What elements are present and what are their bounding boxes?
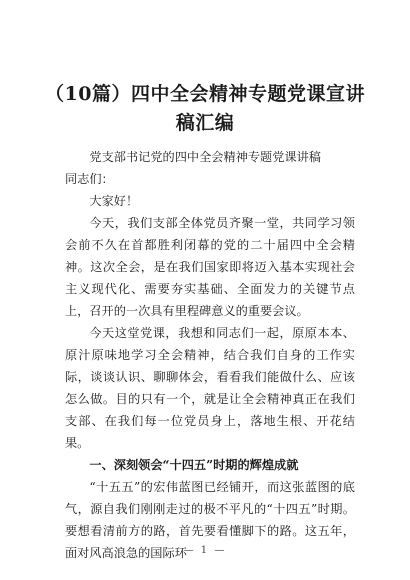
greeting: 大家好！ xyxy=(89,194,139,208)
document-body xyxy=(65,146,355,564)
body-paragraph-1: 今天，我们支部全体党员齐聚一堂，共同学习领会前不久在首都胜利闭幕的党的二十届四中全会精神。这次全会，是在我们国家即将迈入基本实现社会主义现代化、需要夯实基础、全面发力的关键节点上，召开的一次具有里程碑意义的重要会议。 xyxy=(65,216,355,318)
body-paragraph-2: 今天这堂党课，我想和同志们一起，原原本本、原汁原味地学习全会精神，结合我们自身的工作实际，谈谈认识、聊聊体会，看看我们能做什么、应该怎么做。目的只有一个，就是让全会精神真正在我们支部、在我们每一位党员身上，落地生根、开花结果。 xyxy=(65,326,355,450)
document-title: （10篇）四中全会精神专题党课宣讲稿汇编 xyxy=(45,83,365,134)
section-heading: 一、深刻领会“十四五”时期的辉煌成就 xyxy=(89,458,299,472)
document-subtitle: 党支部书记党的四中全会精神专题党课讲稿 xyxy=(89,150,321,164)
section-paragraph: “十五五”的宏伟蓝图已经铺开，而这张蓝图的底气，源自我们刚刚走过的极不平凡的“十四五”时期。要想看清前方的路，首先要看懂脚下的路。这五年，面对风高浪急的国际环 xyxy=(65,480,355,560)
page-number: — 1 — xyxy=(183,545,227,556)
salutation: 同志们： xyxy=(65,172,114,186)
